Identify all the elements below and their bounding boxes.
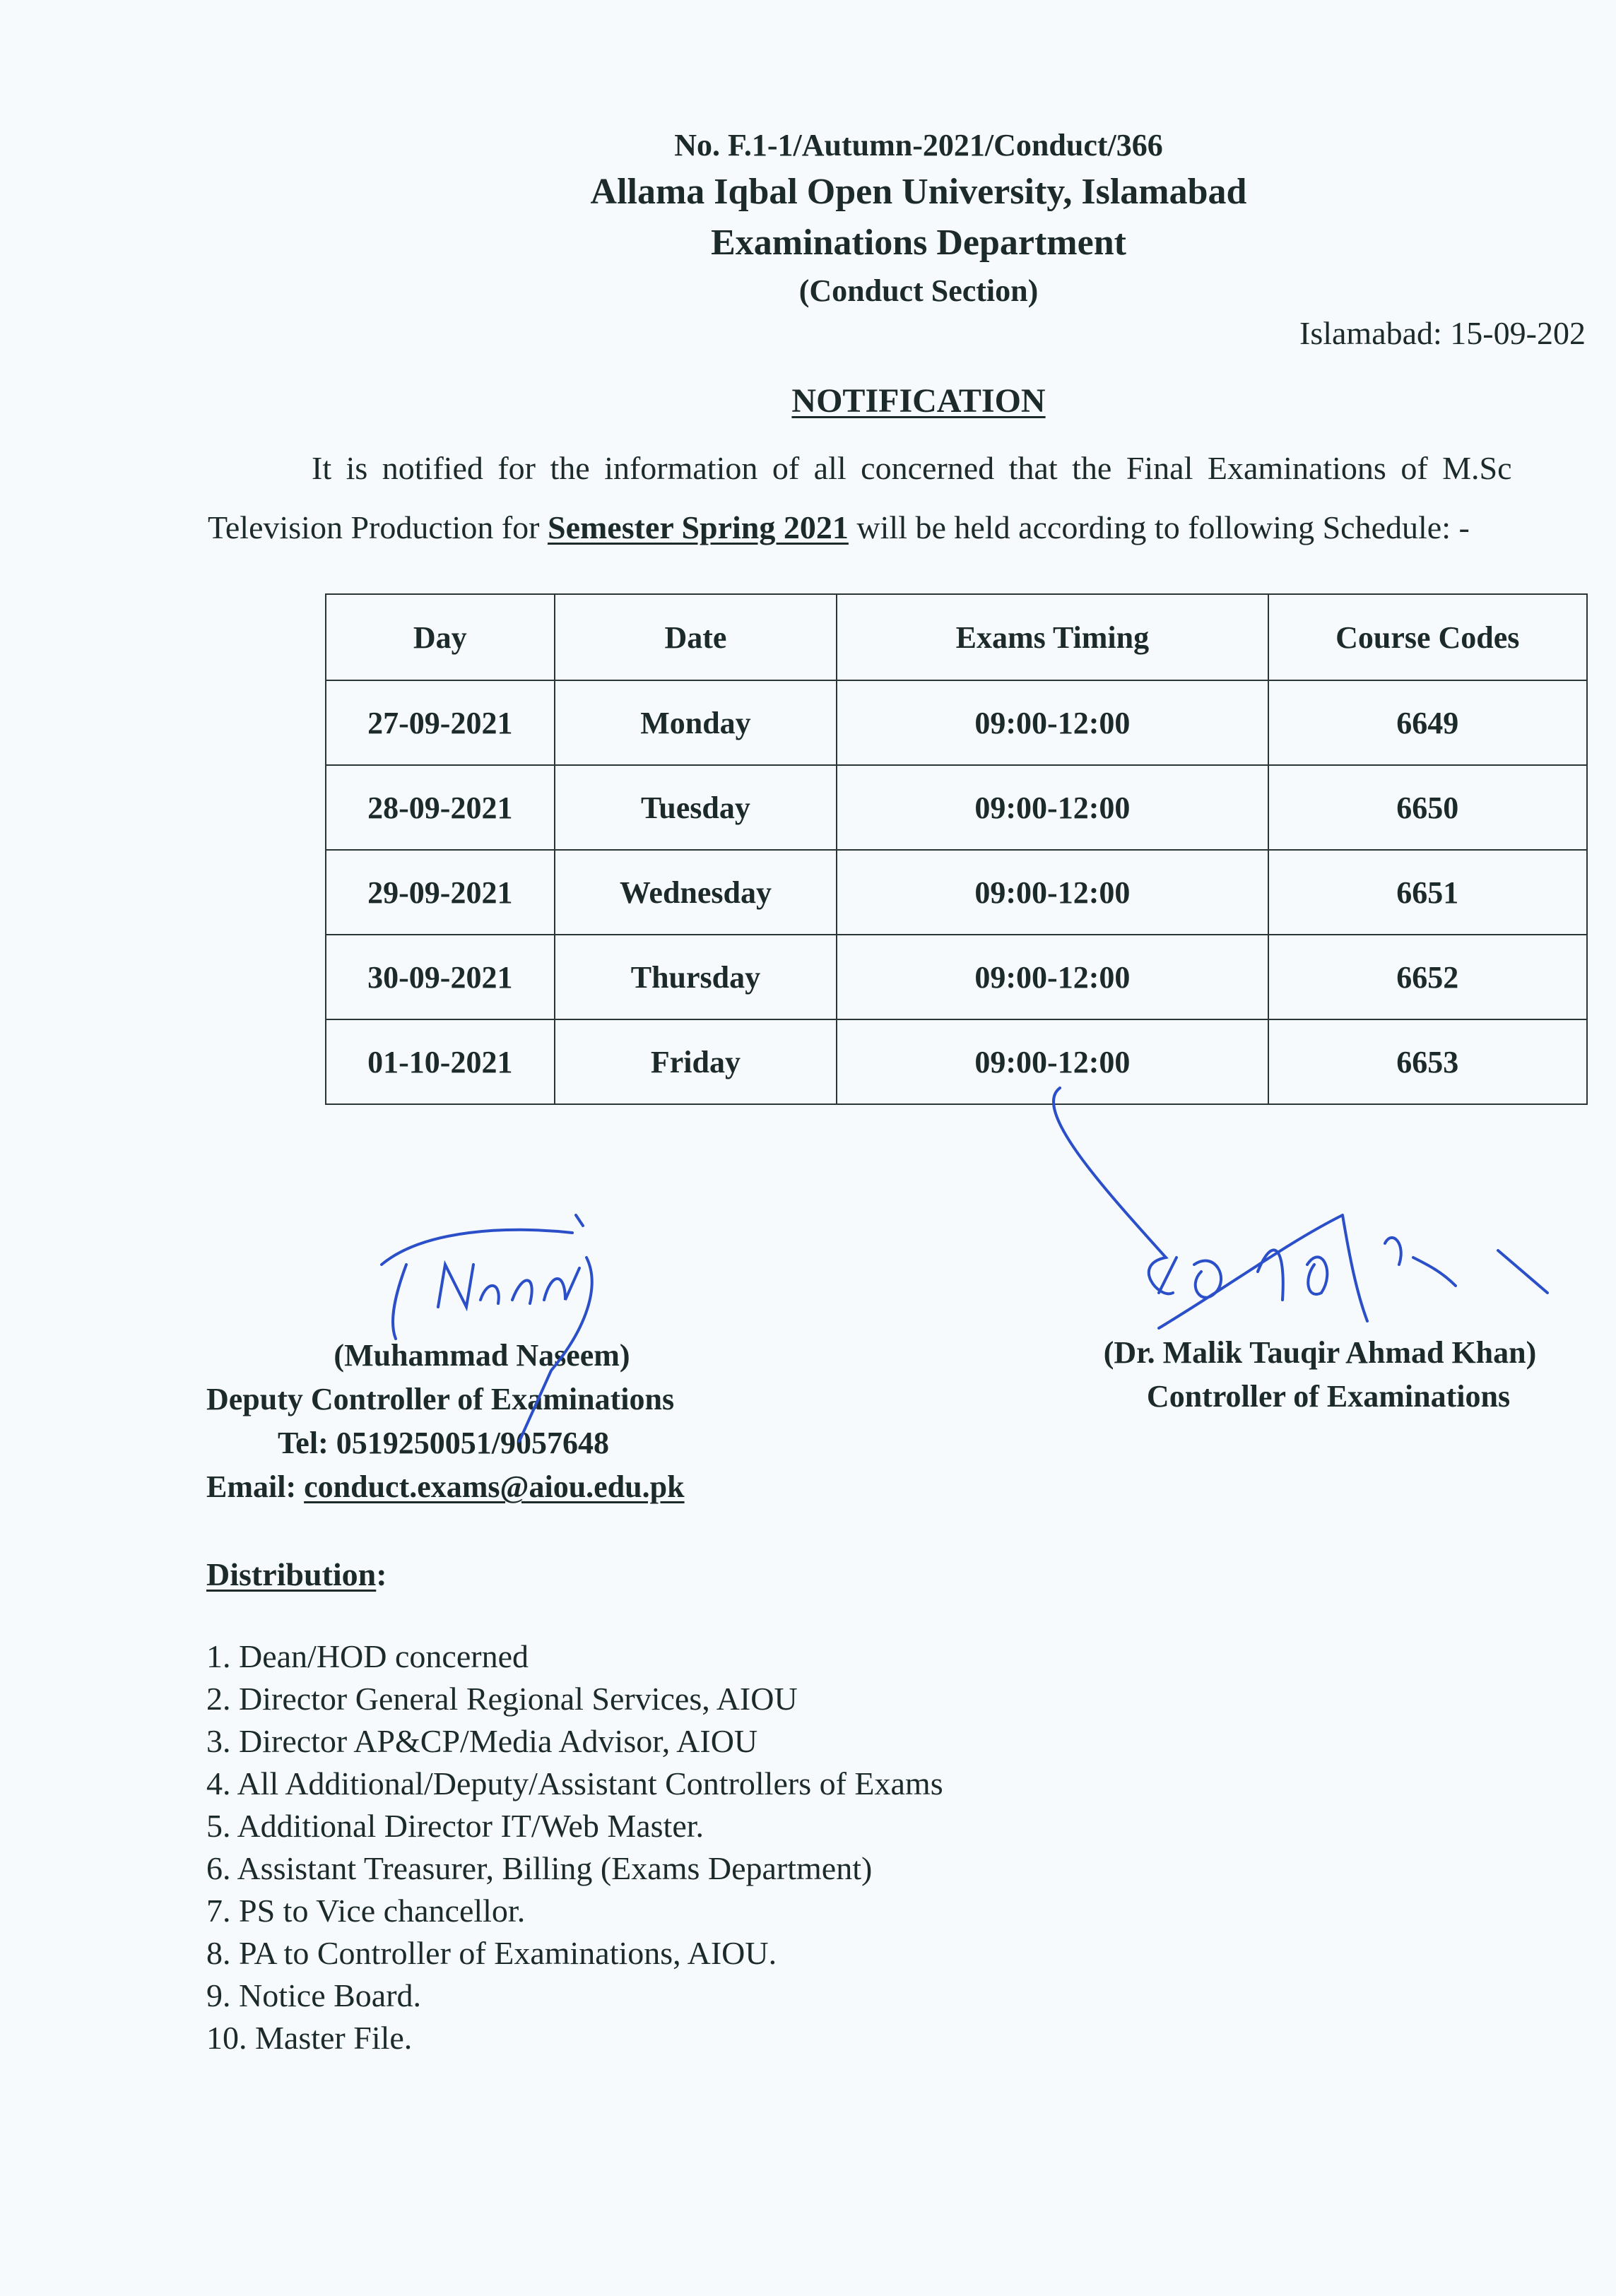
reference-number: No. F.1-1/Autumn-2021/Conduct/366 xyxy=(674,128,1163,162)
list-item: 10. Master File. xyxy=(206,2020,413,2056)
left-signatory-name: (Muhammad Naseem) xyxy=(334,1338,630,1373)
cell: Tuesday xyxy=(555,765,837,850)
cell: Wednesday xyxy=(555,850,837,935)
list-item: 4. All Additional/Deputy/Assistant Controllers of Exams xyxy=(206,1765,943,1801)
notification-line-1: It is notified for the information of all concerned that the Final Examinations of M.Sc xyxy=(312,450,1512,486)
cell: Friday xyxy=(555,1019,837,1104)
distribution-title: Distribution xyxy=(206,1556,377,1592)
right-signatory-designation: Controller of Examinations xyxy=(1146,1379,1511,1414)
cell: 09:00-12:00 xyxy=(837,850,1268,935)
list-item: 5. Additional Director IT/Web Master. xyxy=(206,1808,704,1844)
right-signatory-name: (Dr. Malik Tauqir Ahmad Khan) xyxy=(1103,1335,1537,1370)
line2-text: Television Production for xyxy=(208,509,548,545)
cell: 6653 xyxy=(1268,1019,1588,1104)
cell: 09:00-12:00 xyxy=(837,765,1268,850)
section-name: (Conduct Section) xyxy=(798,273,1039,308)
place-date: Islamabad: 15-09-202 xyxy=(1299,315,1586,351)
cell: Monday xyxy=(555,680,837,765)
cell: 09:00-12:00 xyxy=(837,935,1268,1019)
cell: 6652 xyxy=(1268,935,1588,1019)
cell: 09:00-12:00 xyxy=(837,1019,1268,1104)
list-item: 8. PA to Controller of Examinations, AIOU. xyxy=(206,1935,777,1971)
left-signatory-designation: Deputy Controller of Examinations xyxy=(206,1382,675,1416)
semester-label: Semester Spring 2021 xyxy=(547,509,849,545)
cell: Thursday xyxy=(555,935,837,1019)
list-item: 7. PS to Vice chancellor. xyxy=(206,1893,526,1929)
cell: 27-09-2021 xyxy=(326,680,555,765)
cell: 30-09-2021 xyxy=(326,935,555,1019)
list-item: 2. Director General Regional Services, AIOU xyxy=(206,1681,798,1717)
cell: 01-10-2021 xyxy=(326,1019,555,1104)
header-cell: Day xyxy=(326,594,555,680)
notification-title: NOTIFICATION xyxy=(791,382,1046,420)
header-cell: Date xyxy=(555,594,837,680)
line2-text-end: will be held according to following Schedule: - xyxy=(848,509,1470,545)
list-item: 9. Notice Board. xyxy=(206,1977,422,2013)
distribution-colon: : xyxy=(376,1556,387,1592)
department-name: Examinations Department xyxy=(711,223,1126,263)
cell: 29-09-2021 xyxy=(326,850,555,935)
list-item: 6. Assistant Treasurer, Billing (Exams Department) xyxy=(206,1850,873,1886)
distribution-heading xyxy=(206,1556,387,1593)
distribution-list xyxy=(206,1638,943,2061)
university-name: Allama Iqbal Open University, Islamabad xyxy=(590,172,1247,212)
right-signature xyxy=(1054,1088,1547,1328)
left-signatory-tel: Tel: 0519250051/9057648 xyxy=(278,1426,609,1460)
email-label: Email: xyxy=(206,1469,305,1504)
list-item: 3. Director AP&CP/Media Advisor, AIOU xyxy=(206,1723,758,1759)
cell: 28-09-2021 xyxy=(326,765,555,850)
cell: 6651 xyxy=(1268,850,1588,935)
list-item: 1. Dean/HOD concerned xyxy=(206,1638,529,1674)
email-link[interactable]: conduct.exams@aiou.edu.pk xyxy=(304,1469,685,1504)
cell: 6649 xyxy=(1268,680,1588,765)
header-cell: Exams Timing xyxy=(837,594,1268,680)
cell: 6650 xyxy=(1268,765,1588,850)
cell: 09:00-12:00 xyxy=(837,680,1268,765)
header-cell: Course Codes xyxy=(1268,594,1588,680)
left-signature xyxy=(382,1215,592,1441)
